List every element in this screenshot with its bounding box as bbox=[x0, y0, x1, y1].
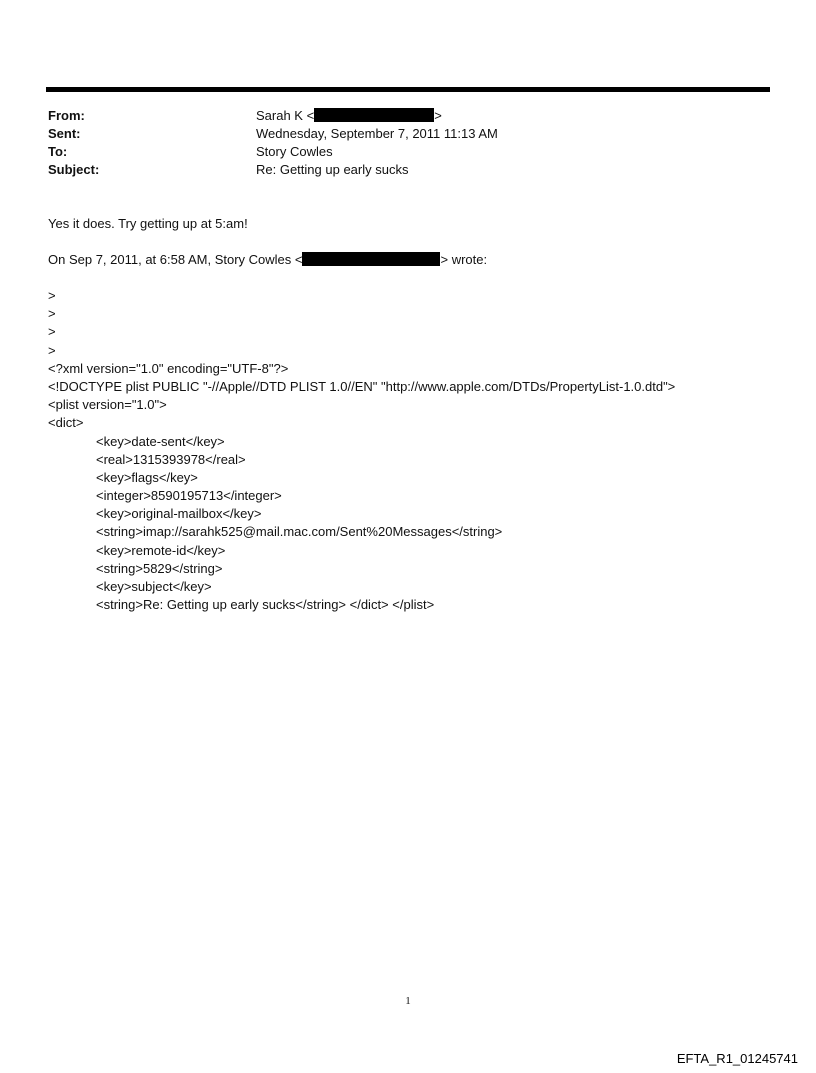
quoted-line: <real>1315393978</real> bbox=[96, 451, 246, 467]
quoted-line: <plist version="1.0"> bbox=[48, 397, 167, 413]
quote-intro bbox=[48, 251, 768, 269]
reply-text: Yes it does. Try getting up at 5:am! bbox=[48, 216, 248, 231]
sent-value: Wednesday, September 7, 2011 11:13 AM bbox=[256, 126, 498, 141]
quoted-line: <key>remote-id</key> bbox=[96, 542, 226, 558]
quoted-line: <key>subject</key> bbox=[96, 579, 212, 594]
subject-row bbox=[48, 161, 768, 179]
quoted-line: > bbox=[48, 342, 56, 358]
quoted-line: <string>Re: Getting up early sucks</string> </dict> </plist> bbox=[96, 597, 435, 613]
quoted-line: <?xml version="1.0" encoding="UTF-8"?> bbox=[48, 360, 289, 376]
from-label: From: bbox=[48, 108, 85, 123]
from-row bbox=[48, 107, 768, 125]
quoted-line: > bbox=[48, 324, 56, 340]
quoted-line: > bbox=[48, 306, 56, 322]
quoted-line: <string>imap://sarahk525@mail.mac.com/Sent%20Messages</string> bbox=[96, 524, 503, 540]
quoted-line: <key>original-mailbox</key> bbox=[96, 506, 262, 522]
quoted-line: <key>date-sent</key> bbox=[96, 433, 225, 449]
from-value-end: > bbox=[434, 108, 442, 123]
sent-row bbox=[48, 125, 768, 143]
top-rule bbox=[46, 87, 770, 92]
quote-intro-start: On Sep 7, 2011, at 6:58 AM, Story Cowles < bbox=[48, 252, 303, 267]
quoted-line: <string>5829</string> bbox=[96, 560, 223, 576]
sent-label: Sent: bbox=[48, 126, 81, 141]
quoted-line: <!DOCTYPE plist PUBLIC "-//Apple//DTD PLIST 1.0//EN" "http://www.apple.com/DTDs/PropertyList-1.0.dtd"> bbox=[48, 378, 676, 394]
page-number: 1 bbox=[405, 995, 411, 1007]
to-label: To: bbox=[48, 144, 68, 159]
quoted-line: > bbox=[48, 288, 56, 303]
from-value bbox=[256, 107, 442, 125]
quoted-line: <key>flags</key> bbox=[96, 469, 198, 485]
subject-value: Re: Getting up early sucks bbox=[256, 162, 409, 177]
redaction-box bbox=[302, 252, 440, 266]
redaction-box bbox=[314, 108, 434, 122]
quoted-content bbox=[48, 287, 788, 614]
document-id: EFTA_R1_01245741 bbox=[676, 1051, 798, 1066]
subject-label: Subject: bbox=[48, 162, 100, 177]
quote-intro-end: > wrote: bbox=[440, 252, 488, 267]
quoted-line: <integer>8590195713</integer> bbox=[96, 488, 282, 504]
email-header bbox=[48, 107, 768, 179]
to-row bbox=[48, 143, 768, 161]
quoted-line: <dict> bbox=[48, 415, 84, 431]
to-value: Story Cowles bbox=[256, 144, 333, 159]
from-name: Sarah K < bbox=[256, 108, 315, 123]
